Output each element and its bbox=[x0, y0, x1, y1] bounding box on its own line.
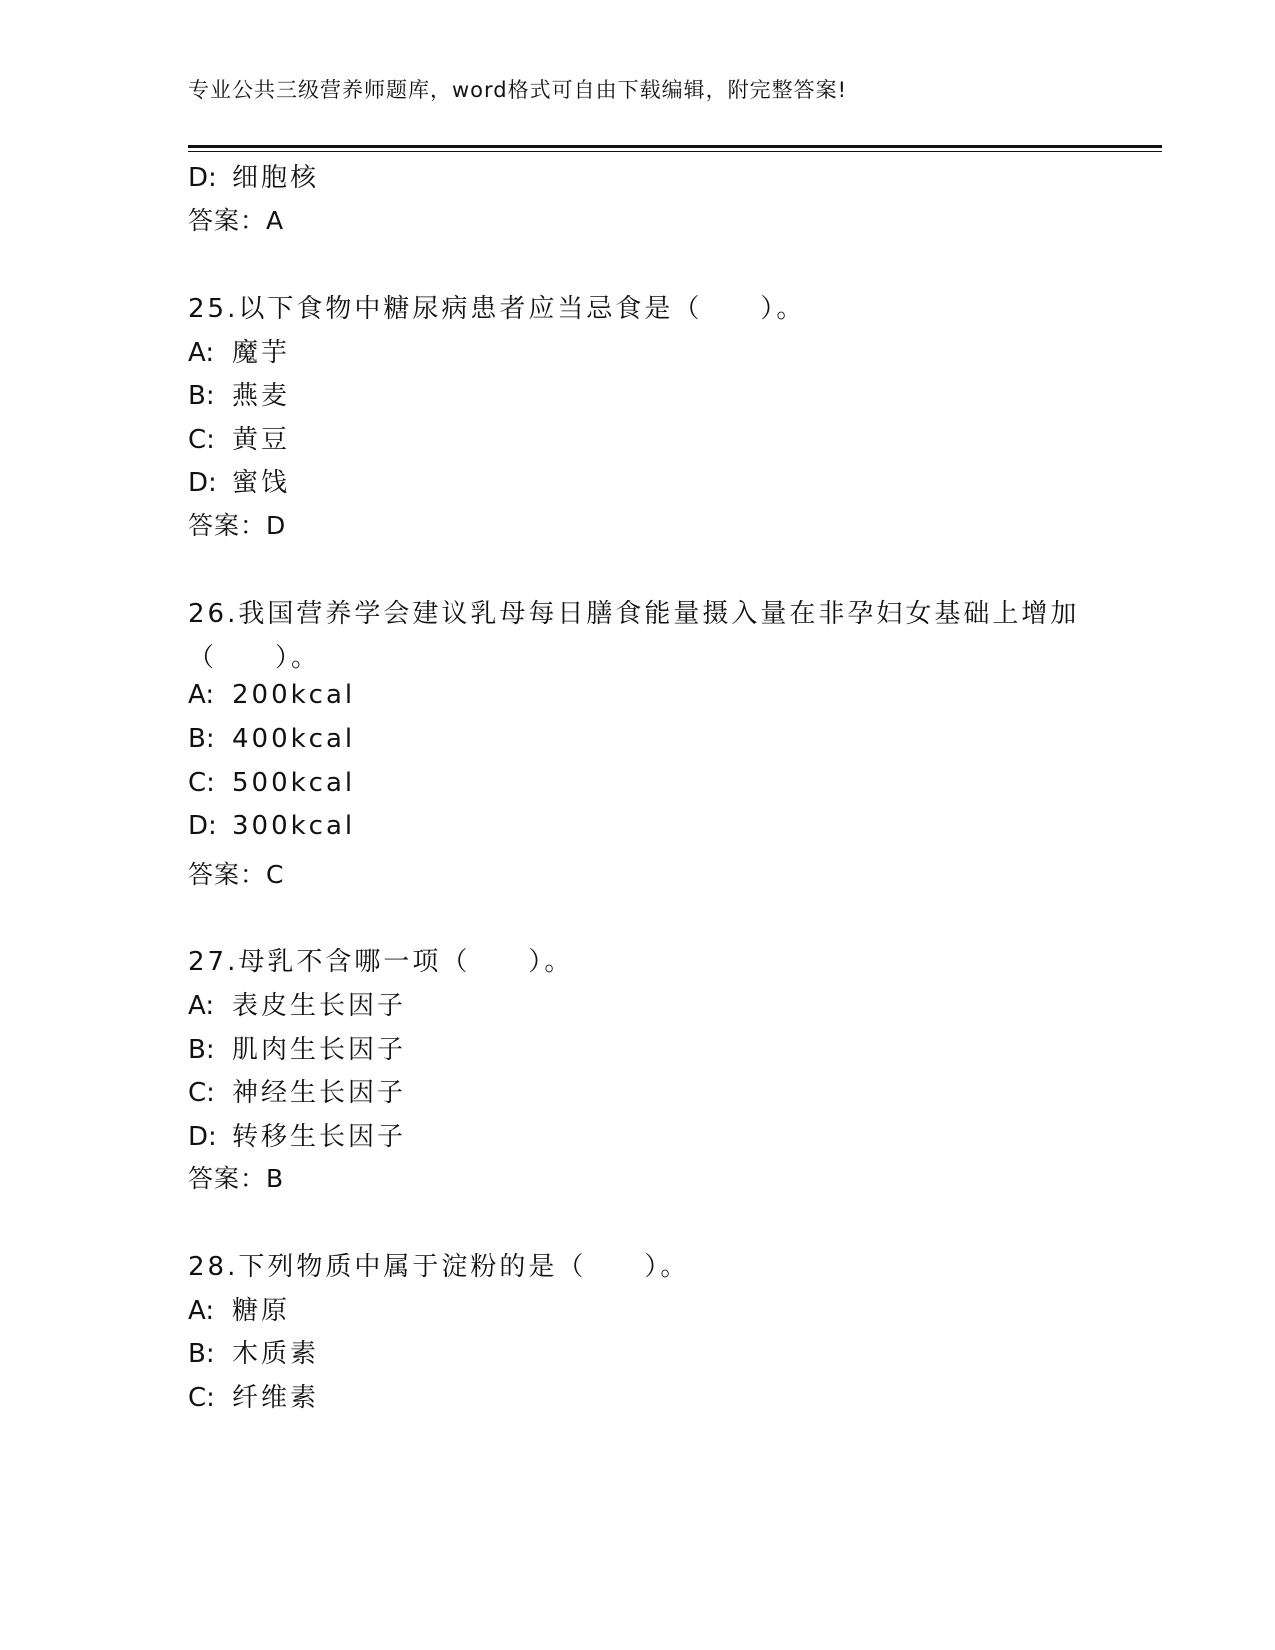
option-label: D: bbox=[188, 811, 217, 841]
option-text: 500kcal bbox=[232, 768, 356, 798]
option-text: 400kcal bbox=[232, 724, 356, 754]
header-rule-thick bbox=[188, 145, 1162, 148]
option-b bbox=[188, 1333, 319, 1370]
question-stem-continuation: （ ）。 bbox=[188, 643, 321, 673]
option-text: 糖原 bbox=[232, 1296, 291, 1326]
option-a bbox=[188, 680, 355, 710]
answer-line: 答案：A bbox=[188, 206, 285, 235]
option-label: D: bbox=[188, 163, 217, 193]
option-text: 木质素 bbox=[232, 1339, 320, 1369]
option-label: A: bbox=[188, 991, 215, 1021]
option-text: 神经生长因子 bbox=[232, 1078, 407, 1108]
option-c bbox=[188, 768, 355, 798]
option-a bbox=[188, 985, 406, 1022]
option-text: 300kcal bbox=[232, 811, 356, 841]
option-c bbox=[188, 1072, 406, 1109]
option-label: B: bbox=[188, 381, 215, 411]
option-d bbox=[188, 1116, 406, 1153]
option-label: B: bbox=[188, 1339, 215, 1369]
option-a bbox=[188, 332, 290, 369]
header-rule-thin bbox=[188, 151, 1162, 152]
option-text: 肌肉生长因子 bbox=[232, 1035, 407, 1065]
question-stem: 28.下列物质中属于淀粉的是（ ）。 bbox=[188, 1252, 690, 1282]
option-text: 200kcal bbox=[232, 680, 356, 710]
option-text: 转移生长因子 bbox=[232, 1122, 407, 1152]
option-label: B: bbox=[188, 724, 215, 754]
option-d bbox=[188, 462, 290, 499]
option-label: C: bbox=[188, 1078, 215, 1108]
option-c bbox=[188, 419, 290, 456]
option-label: D: bbox=[188, 1122, 217, 1152]
option-text: 黄豆 bbox=[232, 425, 291, 455]
option-d bbox=[188, 157, 319, 194]
option-label: A: bbox=[188, 338, 215, 368]
option-b bbox=[188, 724, 355, 754]
answer-line: 答案：C bbox=[188, 860, 285, 889]
question-stem: 27.母乳不含哪一项（ ）。 bbox=[188, 947, 574, 977]
option-text: 纤维素 bbox=[232, 1383, 320, 1413]
option-d bbox=[188, 811, 355, 841]
page-header-text: 专业公共三级营养师题库，word格式可自由下载编辑，附完整答案! bbox=[188, 78, 848, 102]
answer-line: 答案：D bbox=[188, 511, 287, 540]
option-b bbox=[188, 375, 290, 412]
option-label: D: bbox=[188, 468, 217, 498]
option-a bbox=[188, 1290, 290, 1327]
option-text: 细胞核 bbox=[232, 163, 320, 193]
option-text: 燕麦 bbox=[232, 381, 291, 411]
option-b bbox=[188, 1029, 406, 1066]
option-text: 表皮生长因子 bbox=[232, 991, 407, 1021]
option-label: C: bbox=[188, 425, 215, 455]
option-text: 蜜饯 bbox=[232, 468, 291, 498]
option-label: B: bbox=[188, 1035, 215, 1065]
option-label: C: bbox=[188, 768, 215, 798]
option-c bbox=[188, 1377, 319, 1414]
option-label: A: bbox=[188, 680, 215, 710]
answer-line: 答案：B bbox=[188, 1164, 285, 1193]
question-stem: 26.我国营养学会建议乳母每日膳食能量摄入量在非孕妇女基础上增加 bbox=[188, 599, 1080, 629]
option-text: 魔芋 bbox=[232, 338, 291, 368]
option-label: C: bbox=[188, 1383, 215, 1413]
question-stem: 25.以下食物中糖尿病患者应当忌食是（ ）。 bbox=[188, 294, 806, 324]
option-label: A: bbox=[188, 1296, 215, 1326]
